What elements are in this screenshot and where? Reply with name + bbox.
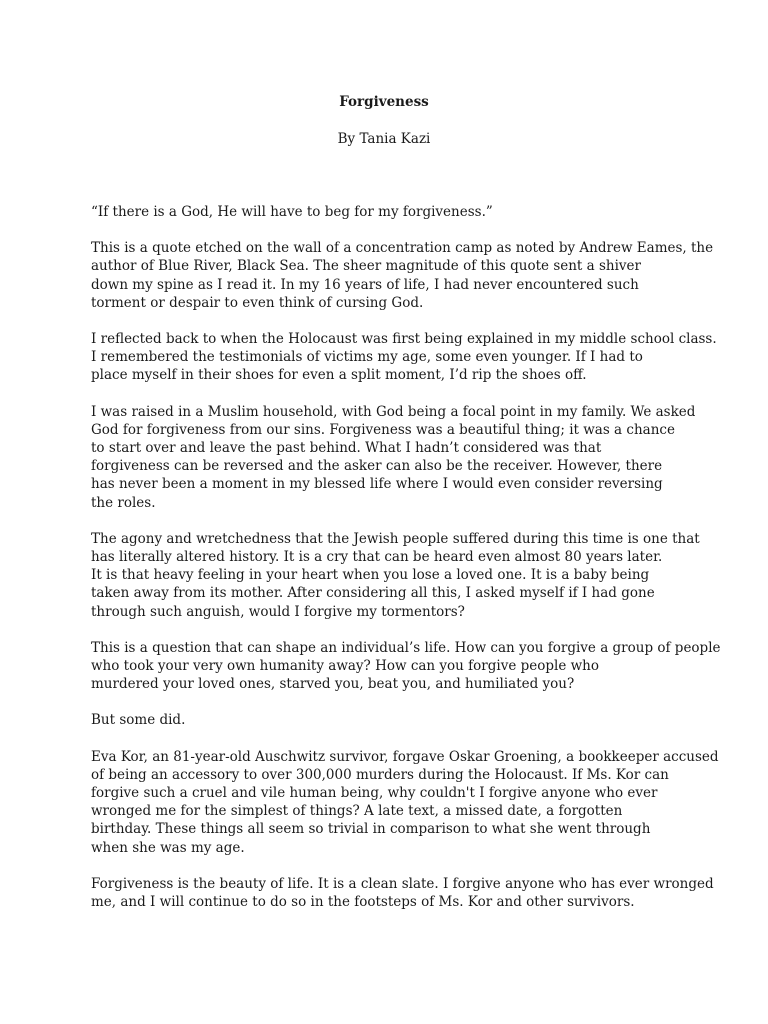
paragraph-line: birthday. These things all seem so trivial in comparison to what she went through xyxy=(91,821,651,838)
paragraph-line: I was raised in a Muslim household, with God being a focal point in my family. We asked xyxy=(91,403,696,420)
paragraph-line: forgiveness can be reversed and the asker can also be the receiver. However, there xyxy=(91,458,663,475)
paragraph-line: “If there is a God, He will have to beg for my forgiveness.” xyxy=(91,204,493,220)
paragraph-line: This is a question that can shape an individual’s life. How can you forgive a group of people xyxy=(91,639,721,656)
paragraph-line: It is that heavy feeling in your heart when you lose a loved one. It is a baby being xyxy=(91,567,650,584)
paragraph-conclusion xyxy=(91,875,714,911)
paragraph-agony xyxy=(91,530,700,621)
paragraph-line: forgive such a cruel and vile human being, why couldn't I forgive anyone who ever xyxy=(91,785,658,802)
paragraph-line: place myself in their shoes for even a split moment, I’d rip the shoes off. xyxy=(91,367,587,384)
paragraph-line: wronged me for the simplest of things? A late text, a missed date, a forgotten xyxy=(91,803,623,820)
paragraph-line: Forgiveness is the beauty of life. It is a clean slate. I forgive anyone who has ever wronged xyxy=(91,875,714,892)
paragraph-line: has literally altered history. It is a cry that can be heard even almost 80 years later. xyxy=(91,549,663,566)
paragraph-line: down my spine as I read it. In my 16 years of life, I had never encountered such xyxy=(91,276,639,293)
paragraph-quote-context xyxy=(91,239,714,312)
paragraph-line: But some did. xyxy=(91,712,186,729)
paragraph-line: Eva Kor, an 81-year-old Auschwitz survivor, forgave Oskar Groening, a bookkeeper accused xyxy=(91,748,719,765)
paragraph-line: taken away from its mother. After considering all this, I asked myself if I had gone xyxy=(91,585,655,602)
paragraph-line: has never been a moment in my blessed life where I would even consider reversing xyxy=(91,476,663,493)
paragraph-question xyxy=(91,639,721,694)
paragraph-quote xyxy=(91,203,691,221)
paragraph-line: who took your very own humanity away? How can you forgive people who xyxy=(91,658,599,675)
paragraph-upbringing xyxy=(91,403,696,512)
document-body xyxy=(91,203,721,929)
document-byline: By Tania Kazi xyxy=(337,131,431,147)
paragraph-line: of being an accessory to over 300,000 murders during the Holocaust. If Ms. Kor can xyxy=(91,766,669,783)
paragraph-line: I reflected back to when the Holocaust was first being explained in my middle school class. xyxy=(91,331,717,348)
paragraph-line: to start over and leave the past behind. What I hadn’t considered was that xyxy=(91,440,602,457)
paragraph-line: The agony and wretchedness that the Jewish people suffered during this time is one that xyxy=(91,530,700,547)
paragraph-some-did xyxy=(91,711,691,729)
paragraph-line: when she was my age. xyxy=(91,839,245,856)
paragraph-line: author of Blue River, Black Sea. The sheer magnitude of this quote sent a shiver xyxy=(91,258,641,275)
paragraph-line: God for forgiveness from our sins. Forgiveness was a beautiful thing; it was a chance xyxy=(91,421,675,438)
paragraph-line: murdered your loved ones, starved you, beat you, and humiliated you? xyxy=(91,676,575,693)
paragraph-reflection xyxy=(91,330,717,385)
paragraph-line: I remembered the testimonials of victims my age, some even younger. If I had to xyxy=(91,349,643,366)
paragraph-eva-kor xyxy=(91,748,719,857)
paragraph-line: torment or despair to even think of cursing God. xyxy=(91,294,424,311)
paragraph-line: This is a quote etched on the wall of a concentration camp as noted by Andrew Eames, the xyxy=(91,240,714,257)
paragraph-line: through such anguish, would I forgive my tormentors? xyxy=(91,603,465,620)
paragraph-line: me, and I will continue to do so in the footsteps of Ms. Kor and other survivors. xyxy=(91,894,635,911)
paragraph-line: the roles. xyxy=(91,494,156,511)
document-title: Forgiveness xyxy=(339,94,429,110)
